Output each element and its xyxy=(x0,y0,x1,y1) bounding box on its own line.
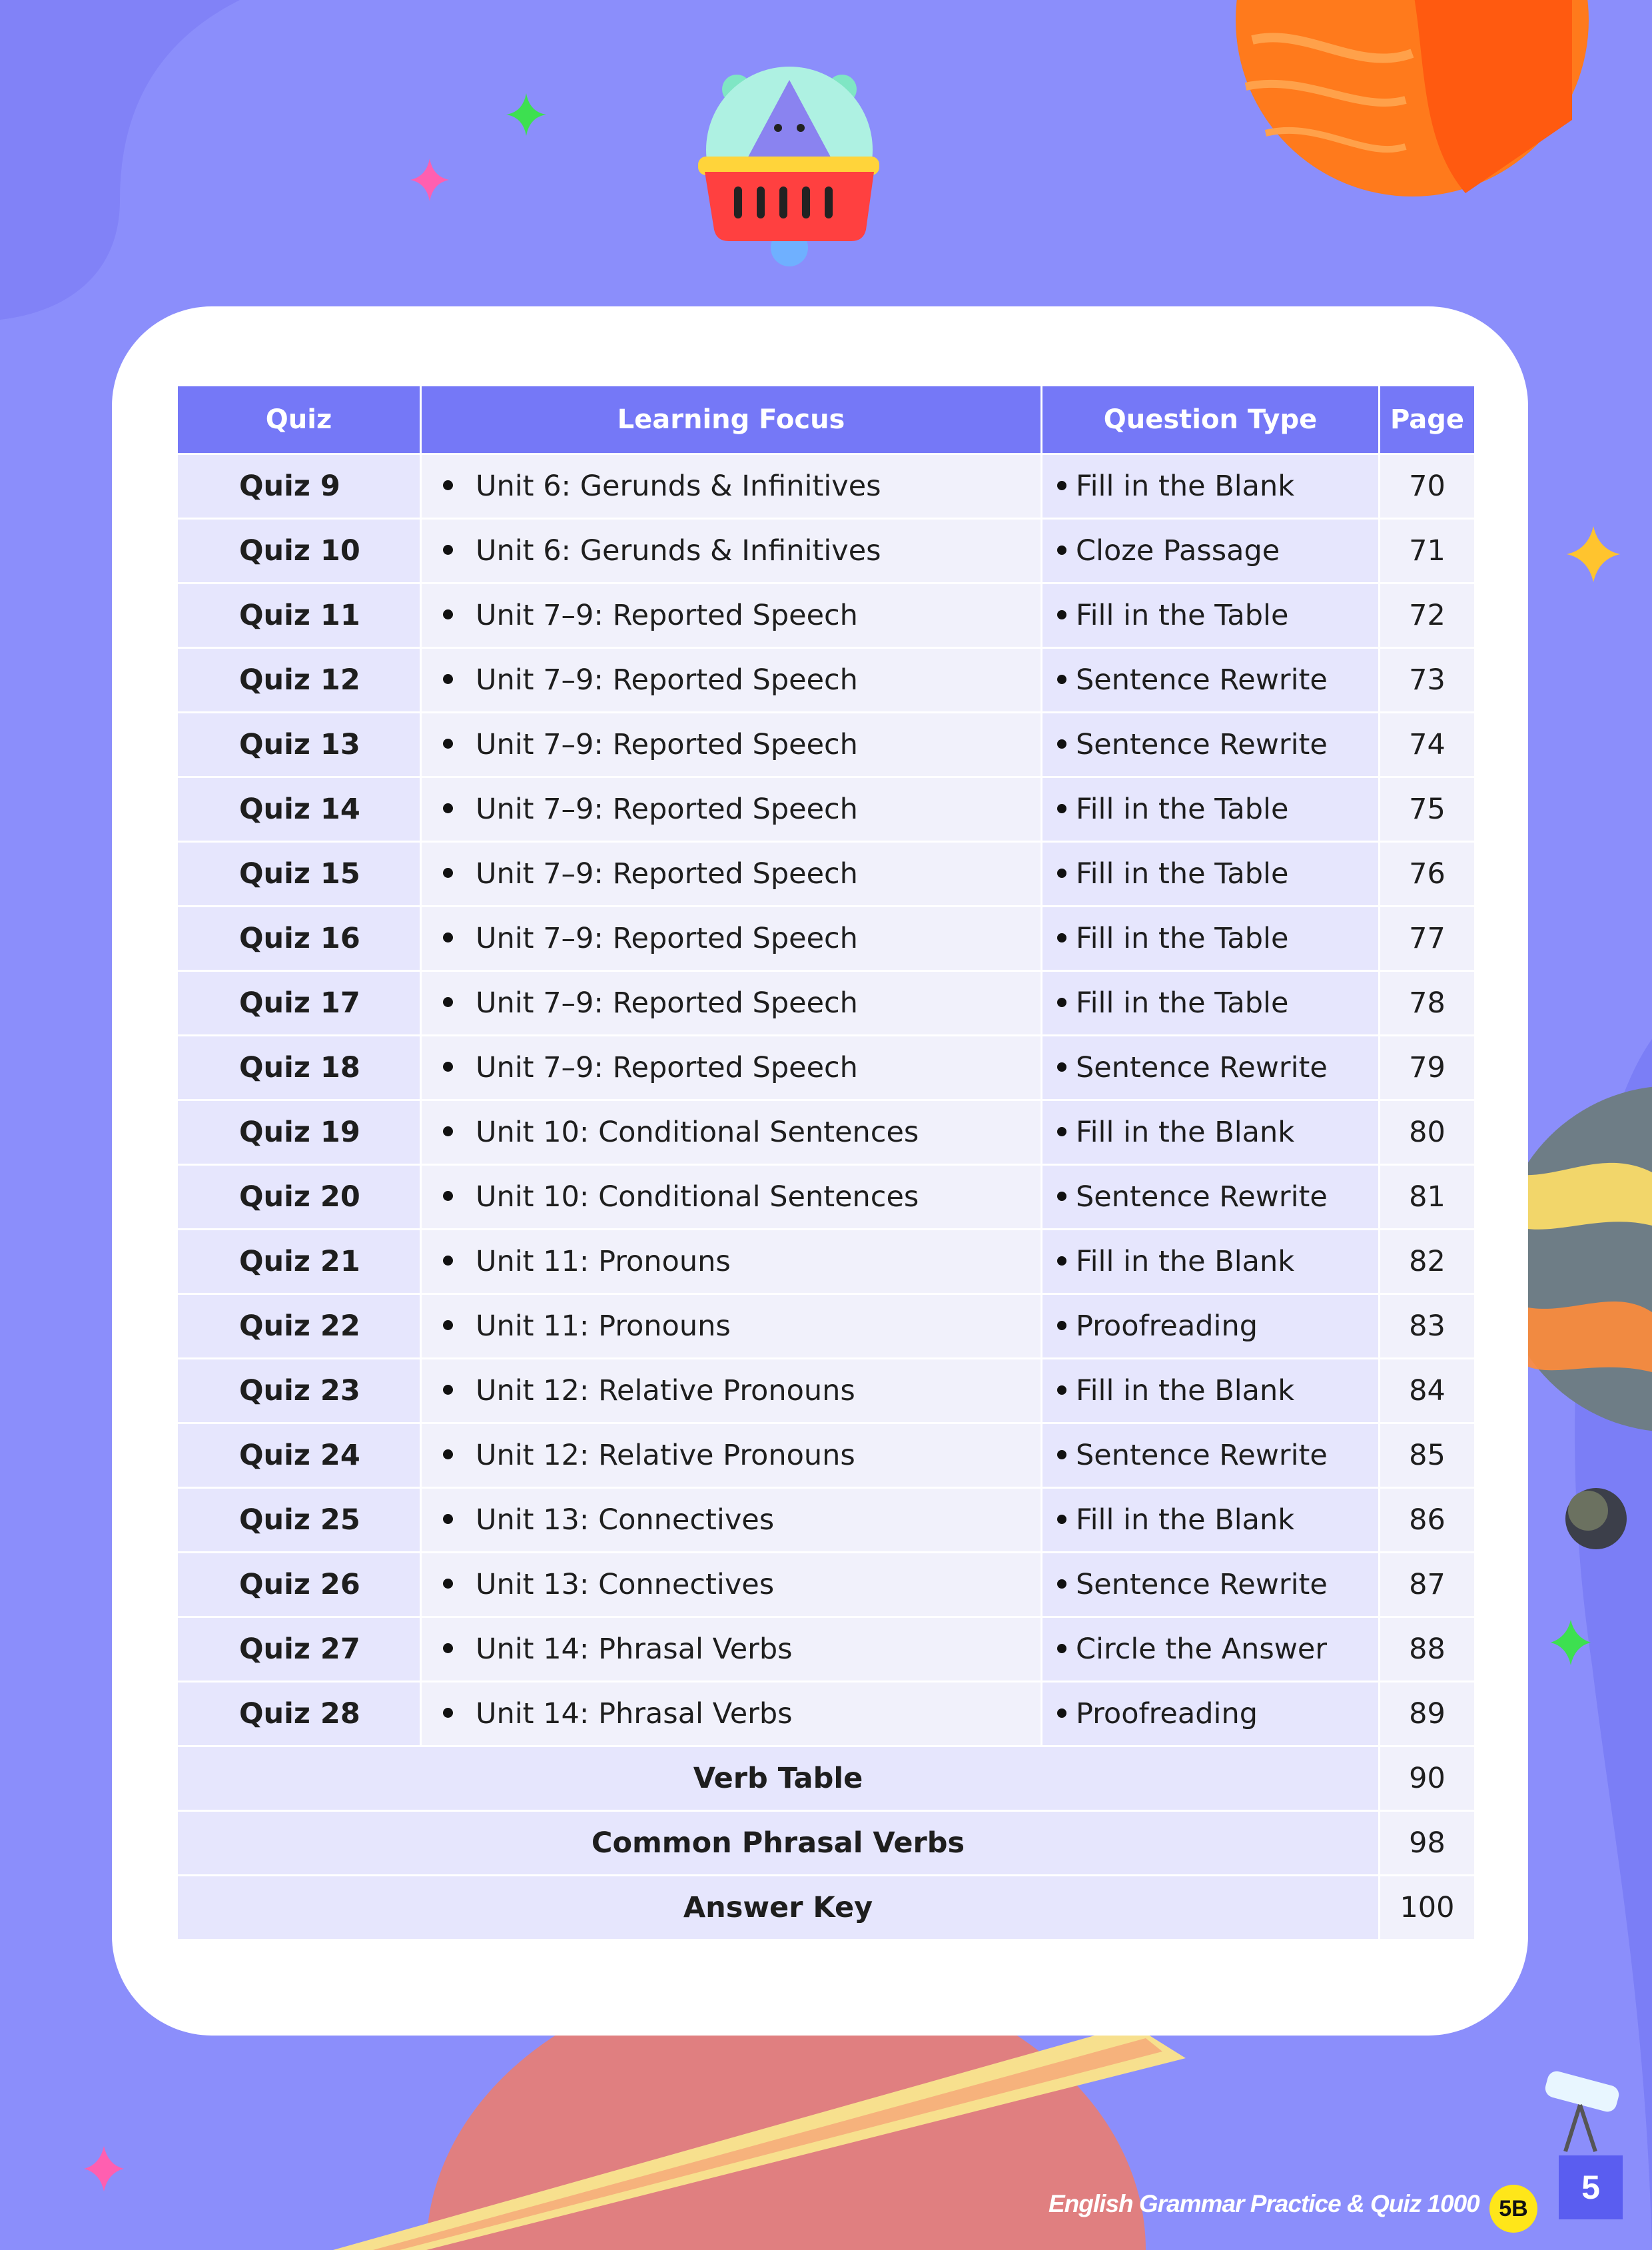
learning-focus: Unit 13: Connectives xyxy=(476,1503,775,1537)
learning-focus-cell xyxy=(422,778,1040,841)
page-ref: 77 xyxy=(1380,907,1474,970)
telescope-icon xyxy=(1543,2069,1621,2151)
page-ref: 75 xyxy=(1380,778,1474,841)
learning-focus: Unit 7–9: Reported Speech xyxy=(476,663,858,697)
learning-focus: Unit 7–9: Reported Speech xyxy=(476,599,858,632)
page-ref: 74 xyxy=(1380,713,1474,776)
quiz-name: Quiz 15 xyxy=(178,843,420,905)
learning-focus-cell xyxy=(422,455,1040,518)
page-ref: 89 xyxy=(1380,1683,1474,1745)
question-type: Sentence Rewrite xyxy=(1076,1568,1328,1601)
learning-focus-cell xyxy=(422,843,1040,905)
learning-focus-cell xyxy=(422,1036,1040,1099)
header-quiz: Quiz xyxy=(178,386,420,453)
learning-focus: Unit 7–9: Reported Speech xyxy=(476,922,858,955)
learning-focus: Unit 12: Relative Pronouns xyxy=(476,1374,855,1407)
quiz-name: Quiz 13 xyxy=(178,713,420,776)
page-ref: 83 xyxy=(1380,1295,1474,1357)
question-type: Fill in the Blank xyxy=(1076,1374,1295,1407)
page-ref: 81 xyxy=(1380,1166,1474,1228)
quiz-name: Quiz 22 xyxy=(178,1295,420,1357)
bullet-icon xyxy=(443,803,453,813)
quiz-name: Quiz 19 xyxy=(178,1101,420,1164)
question-type-cell xyxy=(1042,1683,1378,1745)
question-type: Fill in the Blank xyxy=(1076,1116,1295,1149)
quiz-name: Quiz 21 xyxy=(178,1230,420,1293)
bullet-icon xyxy=(443,1643,453,1653)
page-ref: 71 xyxy=(1380,520,1474,582)
page-ref: 82 xyxy=(1380,1230,1474,1293)
question-type: Cloze Passage xyxy=(1076,534,1280,567)
question-type-cell xyxy=(1042,778,1378,841)
learning-focus: Unit 7–9: Reported Speech xyxy=(476,857,858,891)
bullet-icon xyxy=(443,868,453,878)
page-ref: 79 xyxy=(1380,1036,1474,1099)
page-ref: 70 xyxy=(1380,455,1474,518)
page-ref: 72 xyxy=(1380,584,1474,647)
quiz-name: Quiz 26 xyxy=(178,1553,420,1616)
question-type: Sentence Rewrite xyxy=(1076,1439,1328,1472)
table-row xyxy=(178,1683,1474,1745)
quiz-name: Quiz 12 xyxy=(178,649,420,711)
question-type: Sentence Rewrite xyxy=(1076,728,1328,761)
quiz-name: Quiz 11 xyxy=(178,584,420,647)
table-row xyxy=(178,1036,1474,1099)
bullet-icon xyxy=(1057,1515,1066,1524)
bullet-icon xyxy=(1057,1256,1066,1266)
page-ref: 78 xyxy=(1380,972,1474,1034)
background-wave xyxy=(0,0,240,320)
quiz-name: Quiz 9 xyxy=(178,455,420,518)
appendix-row xyxy=(178,1876,1474,1939)
question-type-cell xyxy=(1042,1036,1378,1099)
question-type-cell xyxy=(1042,1295,1378,1357)
bullet-icon xyxy=(443,1126,453,1136)
question-type-cell xyxy=(1042,1553,1378,1616)
bullet-icon xyxy=(1057,933,1066,942)
learning-focus-cell xyxy=(422,1101,1040,1164)
bullet-icon xyxy=(1057,546,1066,555)
table-row xyxy=(178,1230,1474,1293)
bullet-icon xyxy=(1057,739,1066,749)
level-badge: 5B xyxy=(1489,2185,1537,2233)
bullet-icon xyxy=(443,997,453,1007)
bullet-icon xyxy=(1057,1579,1066,1589)
learning-focus: Unit 7–9: Reported Speech xyxy=(476,793,858,826)
appendix-title: Verb Table xyxy=(178,1747,1378,1810)
question-type-cell xyxy=(1042,713,1378,776)
learning-focus-cell xyxy=(422,1489,1040,1551)
table-row xyxy=(178,584,1474,647)
table-row xyxy=(178,1295,1474,1357)
learning-focus-cell xyxy=(422,1295,1040,1357)
bullet-icon xyxy=(1057,1192,1066,1201)
page-ref: 98 xyxy=(1380,1812,1474,1874)
table-row xyxy=(178,520,1474,582)
question-type: Fill in the Table xyxy=(1076,857,1289,891)
question-type-cell xyxy=(1042,584,1378,647)
bullet-icon xyxy=(1057,1450,1066,1459)
table-row xyxy=(178,1101,1474,1164)
question-type: Fill in the Table xyxy=(1076,599,1289,632)
learning-focus: Unit 12: Relative Pronouns xyxy=(476,1439,855,1472)
bullet-icon xyxy=(443,674,453,684)
page-ref: 84 xyxy=(1380,1359,1474,1422)
bullet-icon xyxy=(1057,610,1066,619)
quiz-name: Quiz 16 xyxy=(178,907,420,970)
bullet-icon xyxy=(443,1579,453,1589)
quiz-name: Quiz 14 xyxy=(178,778,420,841)
question-type-cell xyxy=(1042,843,1378,905)
table-row xyxy=(178,455,1474,518)
learning-focus-cell xyxy=(422,907,1040,970)
quiz-name: Quiz 27 xyxy=(178,1618,420,1681)
bullet-icon xyxy=(1057,869,1066,878)
bullet-icon xyxy=(443,480,453,490)
quiz-name: Quiz 17 xyxy=(178,972,420,1034)
quiz-name: Quiz 18 xyxy=(178,1036,420,1099)
bullet-icon xyxy=(443,1256,453,1266)
table-row xyxy=(178,1553,1474,1616)
table-row xyxy=(178,907,1474,970)
question-type-cell xyxy=(1042,649,1378,711)
question-type-cell xyxy=(1042,1166,1378,1228)
table-row xyxy=(178,1618,1474,1681)
learning-focus: Unit 14: Phrasal Verbs xyxy=(476,1697,793,1730)
question-type-cell xyxy=(1042,1618,1378,1681)
learning-focus: Unit 7–9: Reported Speech xyxy=(476,986,858,1020)
question-type: Sentence Rewrite xyxy=(1076,1051,1328,1084)
bullet-icon xyxy=(1057,998,1066,1007)
question-type-cell xyxy=(1042,907,1378,970)
question-type-cell xyxy=(1042,1101,1378,1164)
question-type: Fill in the Table xyxy=(1076,793,1289,826)
learning-focus: Unit 14: Phrasal Verbs xyxy=(476,1633,793,1666)
learning-focus-cell xyxy=(422,649,1040,711)
toc-table xyxy=(176,384,1476,1941)
bullet-icon xyxy=(443,1062,453,1072)
bullet-icon xyxy=(443,1385,453,1395)
bullet-icon xyxy=(1057,675,1066,684)
learning-focus: Unit 11: Pronouns xyxy=(476,1310,731,1343)
question-type-cell xyxy=(1042,520,1378,582)
learning-focus-cell xyxy=(422,1166,1040,1228)
bullet-icon xyxy=(1057,1321,1066,1330)
question-type: Fill in the Table xyxy=(1076,922,1289,955)
question-type: Sentence Rewrite xyxy=(1076,1180,1328,1214)
learning-focus: Unit 13: Connectives xyxy=(476,1568,775,1601)
learning-focus-cell xyxy=(422,520,1040,582)
page-ref: 90 xyxy=(1380,1747,1474,1810)
bullet-icon xyxy=(443,609,453,619)
header-learning-focus: Learning Focus xyxy=(422,386,1040,453)
bullet-icon xyxy=(443,1449,453,1459)
bullet-icon xyxy=(1057,1385,1066,1395)
learning-focus-cell xyxy=(422,713,1040,776)
appendix-row xyxy=(178,1812,1474,1874)
quiz-name: Quiz 24 xyxy=(178,1424,420,1487)
question-type: Fill in the Table xyxy=(1076,986,1289,1020)
bullet-icon xyxy=(443,1191,453,1201)
page-ref: 86 xyxy=(1380,1489,1474,1551)
question-type: Fill in the Blank xyxy=(1076,1503,1295,1537)
mascot-icon xyxy=(698,67,879,266)
header-page: Page xyxy=(1380,386,1474,453)
appendix-title: Answer Key xyxy=(178,1876,1378,1939)
bullet-icon xyxy=(1057,1644,1066,1653)
bullet-icon xyxy=(443,545,453,555)
page-ref: 87 xyxy=(1380,1553,1474,1616)
appendix-row xyxy=(178,1747,1474,1810)
page-ref: 73 xyxy=(1380,649,1474,711)
planet-icon xyxy=(1236,0,1589,196)
quiz-name: Quiz 28 xyxy=(178,1683,420,1745)
quiz-name: Quiz 10 xyxy=(178,520,420,582)
learning-focus-cell xyxy=(422,972,1040,1034)
page-ref: 76 xyxy=(1380,843,1474,905)
learning-focus-cell xyxy=(422,1230,1040,1293)
learning-focus: Unit 10: Conditional Sentences xyxy=(476,1180,919,1214)
page-ref: 85 xyxy=(1380,1424,1474,1487)
learning-focus: Unit 7–9: Reported Speech xyxy=(476,1051,858,1084)
page-number: 5 xyxy=(1559,2155,1623,2219)
learning-focus-cell xyxy=(422,1359,1040,1422)
header-question-type: Question Type xyxy=(1042,386,1378,453)
bullet-icon xyxy=(1057,1062,1066,1072)
bullet-icon xyxy=(1057,804,1066,813)
table-row xyxy=(178,778,1474,841)
appendix-title: Common Phrasal Verbs xyxy=(178,1812,1378,1874)
question-type: Fill in the Blank xyxy=(1076,470,1295,503)
question-type-cell xyxy=(1042,972,1378,1034)
learning-focus: Unit 10: Conditional Sentences xyxy=(476,1116,919,1149)
learning-focus-cell xyxy=(422,1683,1040,1745)
page-ref: 100 xyxy=(1380,1876,1474,1939)
question-type: Proofreading xyxy=(1076,1310,1258,1343)
question-type: Fill in the Blank xyxy=(1076,1245,1295,1278)
table-row xyxy=(178,713,1474,776)
bullet-icon xyxy=(443,739,453,749)
question-type-cell xyxy=(1042,1230,1378,1293)
table-row xyxy=(178,972,1474,1034)
question-type-cell xyxy=(1042,1489,1378,1551)
bullet-icon xyxy=(443,1514,453,1524)
question-type: Sentence Rewrite xyxy=(1076,663,1328,697)
learning-focus-cell xyxy=(422,1618,1040,1681)
learning-focus: Unit 11: Pronouns xyxy=(476,1245,731,1278)
learning-focus: Unit 6: Gerunds & Infinitives xyxy=(476,470,881,503)
quiz-name: Quiz 25 xyxy=(178,1489,420,1551)
page-ref: 80 xyxy=(1380,1101,1474,1164)
bullet-icon xyxy=(1057,481,1066,490)
table-header-row xyxy=(178,386,1474,453)
question-type-cell xyxy=(1042,1424,1378,1487)
question-type: Proofreading xyxy=(1076,1697,1258,1730)
table-row xyxy=(178,1424,1474,1487)
question-type-cell xyxy=(1042,1359,1378,1422)
table-row xyxy=(178,1166,1474,1228)
bullet-icon xyxy=(1057,1127,1066,1136)
planet-icon xyxy=(1565,1488,1627,1549)
bullet-icon xyxy=(1057,1708,1066,1718)
question-type-cell xyxy=(1042,455,1378,518)
book-title: English Grammar Practice & Quiz 1000 xyxy=(1048,2190,1479,2217)
bullet-icon xyxy=(443,933,453,942)
bullet-icon xyxy=(443,1320,453,1330)
table-row xyxy=(178,843,1474,905)
learning-focus: Unit 6: Gerunds & Infinitives xyxy=(476,534,881,567)
learning-focus-cell xyxy=(422,1424,1040,1487)
learning-focus-cell xyxy=(422,584,1040,647)
quiz-name: Quiz 23 xyxy=(178,1359,420,1422)
page-ref: 88 xyxy=(1380,1618,1474,1681)
bullet-icon xyxy=(443,1708,453,1718)
learning-focus-cell xyxy=(422,1553,1040,1616)
learning-focus: Unit 7–9: Reported Speech xyxy=(476,728,858,761)
quiz-name: Quiz 20 xyxy=(178,1166,420,1228)
question-type: Circle the Answer xyxy=(1076,1633,1328,1666)
table-row xyxy=(178,649,1474,711)
table-row xyxy=(178,1489,1474,1551)
table-row xyxy=(178,1359,1474,1422)
